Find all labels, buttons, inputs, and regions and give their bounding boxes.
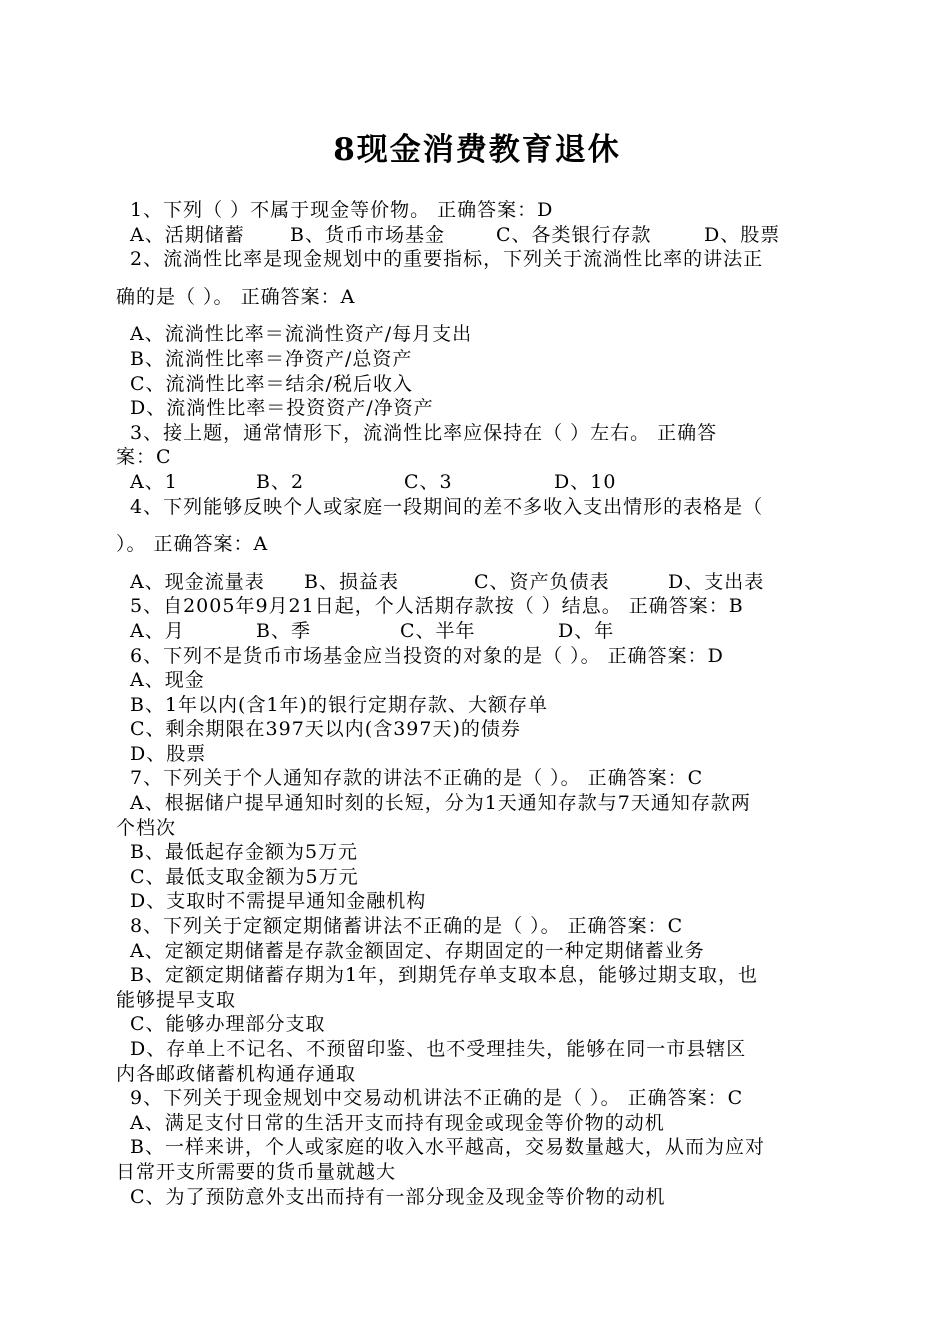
option-a: A、流淌性比率＝流淌性资产/每月支出	[130, 323, 473, 346]
option-d: D、年	[558, 619, 615, 642]
question-stem: 2、流淌性比率是现金规划中的重要指标，下列关于流淌性比率的讲法正	[130, 248, 764, 271]
question-options-row	[116, 470, 838, 495]
option-c: C、流淌性比率＝结余/税后收入	[130, 372, 413, 395]
option-d: D、流淌性比率＝投资资产/净资产	[130, 397, 434, 420]
question-9	[116, 1086, 838, 1209]
option-d: D、存单上不记名、不预留印鉴、也不受理挂失，能够在同一市县辖区	[130, 1038, 747, 1060]
option-a: A、月	[130, 619, 185, 642]
option-d: D、10	[554, 470, 617, 493]
option-a: A、现金流量表	[130, 570, 265, 593]
document-page	[116, 128, 838, 1209]
question-5	[116, 594, 838, 643]
question-stem-continued: ）。 正确答案：A	[116, 533, 269, 556]
option-b: B、流淌性比率＝净资产/总资产	[130, 347, 413, 370]
question-stem: 3、接上题，通常情形下，流淌性比率应保持在（ ）左右。 正确答	[130, 421, 718, 444]
page-title: 8现金消费教育退休	[333, 132, 621, 168]
question-stem: 9、下列关于现金规划中交易动机讲法不正确的是（ ）。 正确答案：C	[130, 1087, 744, 1110]
question-options-row	[116, 570, 838, 595]
option-a-continued: 个档次	[116, 816, 177, 839]
option-b: B、最低起存金额为5万元	[130, 841, 359, 864]
question-stem-continued: 案：C	[116, 446, 172, 469]
option-a: A、定额定期储蓄是存款金额固定、存期固定的一种定期储蓄业务	[130, 939, 705, 962]
option-b: B、季	[256, 619, 311, 642]
question-3	[116, 421, 838, 495]
option-c: C、能够办理部分支取	[130, 1013, 326, 1036]
option-a: A、1	[130, 470, 178, 493]
option-c: C、为了预防意外支出而持有一部分现金及现金等价物的动机	[130, 1185, 666, 1208]
option-b-continued: 日常开支所需要的货币量就越大	[116, 1160, 397, 1183]
option-c: C、最低支取金额为5万元	[130, 865, 359, 888]
question-2	[116, 247, 838, 421]
option-d: D、股票	[130, 742, 207, 765]
option-b: B、定额定期储蓄存期为1年，到期凭存单支取本息，能够过期支取，也	[130, 964, 759, 987]
option-b: B、一样来讲，个人或家庭的收入水平越高，交易数量越大，从而为应对	[130, 1136, 765, 1159]
option-b-continued: 能够提早支取	[116, 988, 237, 1011]
option-a: A、满足支付日常的生活开支而持有现金或现金等价物的动机	[130, 1111, 665, 1134]
question-6	[116, 644, 838, 767]
option-a: A、活期储蓄	[130, 223, 245, 246]
question-stem: 1、下列（ ）不属于现金等价物。 正确答案：D	[130, 199, 554, 221]
option-a: A、根据储户提早通知时刻的长短，分为1天通知存款与7天通知存款两	[130, 792, 751, 815]
question-stem: 7、下列关于个人通知存款的讲法不正确的是（ ）。 正确答案：C	[130, 767, 704, 790]
question-stem-continued: 确的是（ ）。 正确答案：A	[116, 285, 356, 308]
question-stem: 8、下列关于定额定期储蓄讲法不正确的是（ ）。 正确答案：C	[130, 915, 684, 938]
option-c: C、半年	[400, 619, 476, 642]
option-c: C、资产负债表	[474, 570, 610, 593]
option-c: C、3	[404, 470, 453, 493]
question-4	[116, 495, 838, 595]
option-a: A、现金	[130, 669, 205, 692]
option-b: B、损益表	[304, 570, 399, 593]
question-7	[116, 766, 838, 914]
option-c: C、剩余期限在397天以内(含397天)的债券	[130, 718, 521, 741]
option-b: B、2	[256, 470, 305, 493]
option-b: B、1年以内(含1年)的银行定期存款、大额存单	[130, 693, 548, 716]
question-options-row	[116, 223, 838, 248]
option-c: C、各类银行存款	[496, 223, 652, 246]
question-8	[116, 914, 838, 1086]
question-stem: 5、自2005年9月21日起，个人活期存款按（ ）结息。 正确答案：B	[130, 595, 744, 618]
question-stem: 6、下列不是货币市场基金应当投资的对象的是（ ）。 正确答案：D	[130, 644, 724, 667]
option-d: D、支取时不需提早通知金融机构	[130, 890, 427, 913]
question-1	[116, 198, 838, 247]
option-d: D、股票	[704, 223, 781, 246]
option-d: D、支出表	[668, 570, 765, 593]
question-options-row	[116, 619, 838, 644]
option-d-continued: 内各邮政储蓄机构通存通取	[116, 1062, 357, 1085]
question-stem: 4、下列能够反映个人或家庭一段期间的差不多收入支出情形的表格是（	[130, 495, 764, 518]
option-b: B、货币市场基金	[290, 223, 445, 246]
